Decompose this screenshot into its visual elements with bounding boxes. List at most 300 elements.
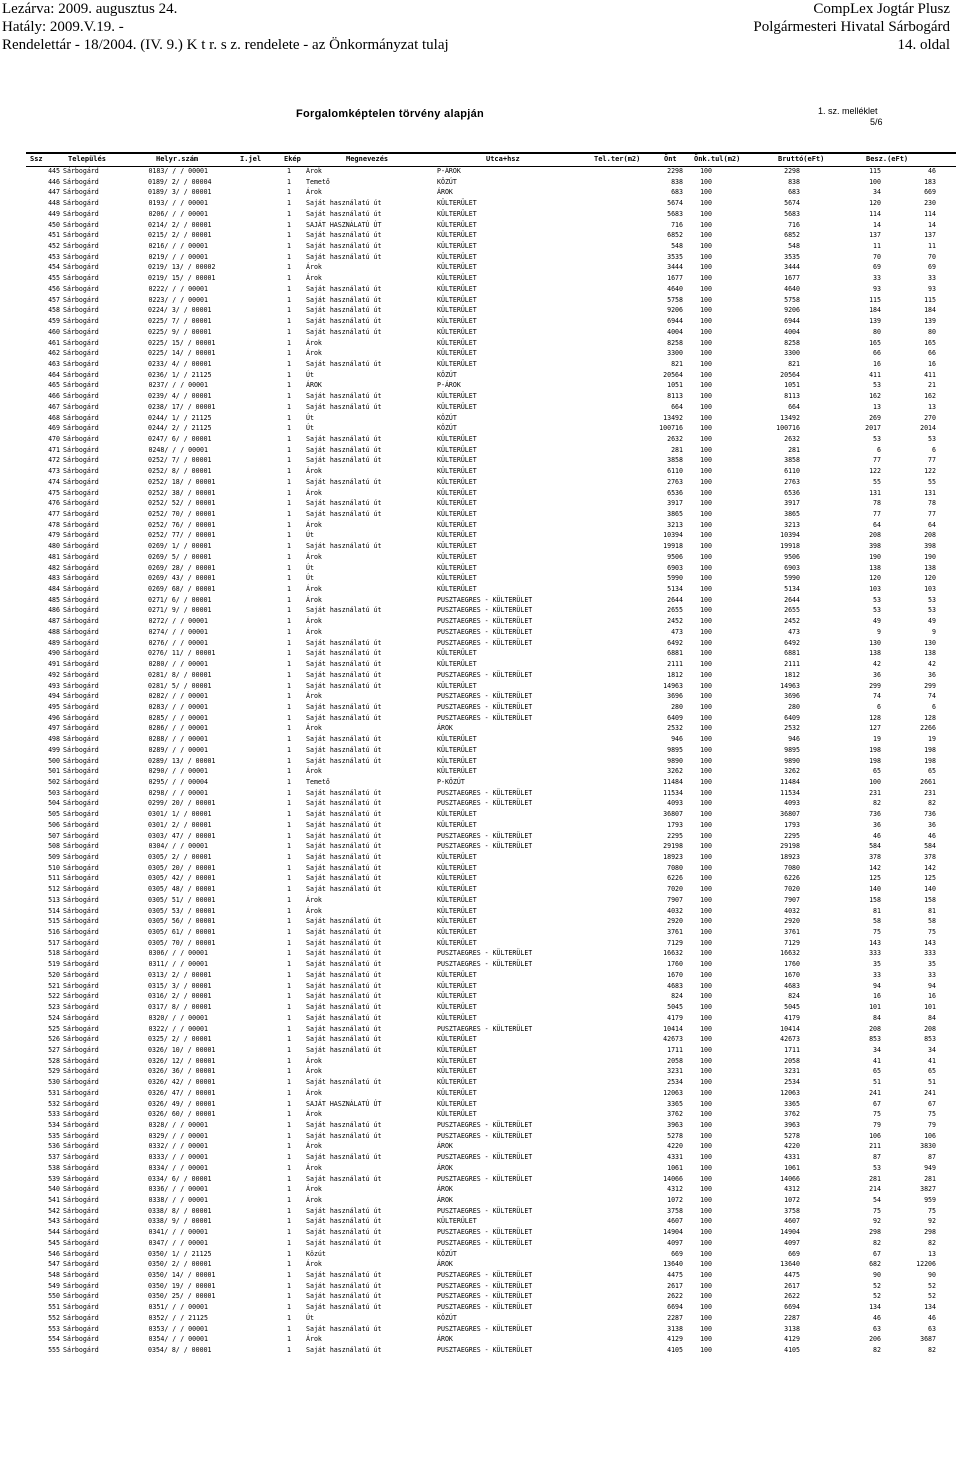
cell-utca-hsz: KÜLTERÜLET xyxy=(437,1035,477,1044)
cell-ssz: 505 xyxy=(48,810,60,819)
cell-helyrajzi-szam: 0224/ 3/ / 00001 xyxy=(148,306,212,315)
cell-brutto: 52 xyxy=(873,1281,881,1290)
cell-utca-hsz: KÜLTERÜLET xyxy=(437,895,477,904)
cell-tel-ter: 2058 xyxy=(667,1056,683,1065)
cell-ijel: 1 xyxy=(287,799,291,808)
cell-ssz: 552 xyxy=(48,1313,60,1322)
table-row xyxy=(26,1077,956,1088)
cell-telepules: Sárbogárd xyxy=(63,1131,99,1140)
table-row xyxy=(26,1034,956,1045)
cell-tel-ter: 11484 xyxy=(663,777,683,786)
cell-ijel: 1 xyxy=(287,563,291,572)
cell-ont: 100 xyxy=(700,767,712,776)
cell-besz: 75 xyxy=(928,1206,936,1215)
cell-ont: 100 xyxy=(700,627,712,636)
cell-ssz: 501 xyxy=(48,767,60,776)
cell-utca-hsz: KÜLTERÜLET xyxy=(437,445,477,454)
cell-telepules: Sárbogárd xyxy=(63,1099,99,1108)
cell-ssz: 480 xyxy=(48,542,60,551)
cell-tel-ter: 2763 xyxy=(667,477,683,486)
cell-helyrajzi-szam: 0222/ / / 00001 xyxy=(148,284,208,293)
cell-tel-ter: 281 xyxy=(671,445,683,454)
cell-helyrajzi-szam: 0350/ 19/ / 00001 xyxy=(148,1281,216,1290)
cell-besz: 53 xyxy=(928,434,936,443)
cell-besz: 584 xyxy=(924,842,936,851)
cell-besz: 270 xyxy=(924,413,936,422)
table-row xyxy=(26,1345,956,1356)
cell-brutto: 65 xyxy=(873,767,881,776)
cell-brutto: 138 xyxy=(869,649,881,658)
cell-telepules: Sárbogárd xyxy=(63,1228,99,1237)
cell-onk-tul: 11484 xyxy=(780,777,800,786)
cell-ijel: 1 xyxy=(287,327,291,336)
cell-telepules: Sárbogárd xyxy=(63,1196,99,1204)
cell-telepules: Sárbogárd xyxy=(63,434,99,443)
table-row xyxy=(26,916,956,927)
cell-onk-tul: 12063 xyxy=(780,1088,800,1097)
cell-onk-tul: 838 xyxy=(788,177,800,186)
cell-ont: 100 xyxy=(700,1217,712,1226)
cell-tel-ter: 2644 xyxy=(667,595,683,604)
cell-ont: 100 xyxy=(700,1056,712,1065)
cell-ont: 100 xyxy=(700,970,712,979)
cell-tel-ter: 2532 xyxy=(667,724,683,733)
col-ssz: Ssz xyxy=(30,155,43,163)
cell-utca-hsz: P-ÁROK xyxy=(437,381,461,390)
cell-tel-ter: 6881 xyxy=(667,649,683,658)
cell-telepules: Sárbogárd xyxy=(63,242,99,251)
cell-onk-tul: 2655 xyxy=(784,606,800,615)
cell-ssz: 479 xyxy=(48,531,60,540)
cell-ont: 100 xyxy=(700,424,712,433)
cell-onk-tul: 4312 xyxy=(784,1185,800,1194)
cell-besz: 736 xyxy=(924,810,936,819)
cell-ont: 100 xyxy=(700,585,712,594)
cell-helyrajzi-szam: 0301/ 2/ / 00001 xyxy=(148,820,212,829)
cell-besz: 198 xyxy=(924,745,936,754)
cell-brutto: 208 xyxy=(869,1024,881,1033)
cell-ont: 100 xyxy=(700,177,712,186)
cell-ssz: 466 xyxy=(48,392,60,401)
cell-telepules: Sárbogárd xyxy=(63,960,99,969)
cell-onk-tul: 14904 xyxy=(780,1228,800,1237)
cell-helyrajzi-szam: 0326/ 12/ / 00001 xyxy=(148,1056,216,1065)
cell-utca-hsz: KÖZÚT xyxy=(437,413,457,422)
cell-brutto: 411 xyxy=(869,370,881,379)
cell-utca-hsz: PUSZTAEGRES - KÜLTERÜLET xyxy=(437,1228,533,1237)
cell-ont: 100 xyxy=(700,981,712,990)
cell-ijel: 1 xyxy=(287,938,291,947)
cell-onk-tul: 1677 xyxy=(784,274,800,283)
cell-ont: 100 xyxy=(700,402,712,411)
table-row xyxy=(26,359,956,370)
cell-onk-tul: 1051 xyxy=(784,381,800,390)
cell-besz: 11 xyxy=(928,242,936,251)
cell-ijel: 1 xyxy=(287,585,291,594)
cell-utca-hsz: KÜLTERÜLET xyxy=(437,477,477,486)
cell-tel-ter: 13492 xyxy=(663,413,683,422)
table-row xyxy=(26,788,956,799)
cell-telepules: Sárbogárd xyxy=(63,660,99,669)
table-row xyxy=(26,1045,956,1056)
cell-telepules: Sárbogárd xyxy=(63,209,99,218)
cell-ijel: 1 xyxy=(287,638,291,647)
cell-utca-hsz: KÜLTERÜLET xyxy=(437,392,477,401)
table-row xyxy=(26,766,956,777)
cell-megnevezes: Saját használatú út xyxy=(306,863,382,872)
cell-ijel: 1 xyxy=(287,724,291,733)
cell-utca-hsz: ÁROK xyxy=(437,188,453,197)
cell-ijel: 1 xyxy=(287,456,291,465)
cell-tel-ter: 1711 xyxy=(667,1045,683,1054)
cell-utca-hsz: KÜLTERÜLET xyxy=(437,467,477,476)
cell-besz: 46 xyxy=(928,167,936,175)
cell-ssz: 524 xyxy=(48,1013,60,1022)
cell-tel-ter: 683 xyxy=(671,188,683,197)
cell-brutto: 139 xyxy=(869,317,881,326)
cell-helyrajzi-szam: 0288/ / / 00001 xyxy=(148,735,208,744)
cell-telepules: Sárbogárd xyxy=(63,735,99,744)
cell-onk-tul: 664 xyxy=(788,402,800,411)
cell-helyrajzi-szam: 0326/ 60/ / 00001 xyxy=(148,1110,216,1119)
cell-ssz: 516 xyxy=(48,928,60,937)
cell-ont: 100 xyxy=(700,1249,712,1258)
cell-tel-ter: 4331 xyxy=(667,1153,683,1162)
cell-telepules: Sárbogárd xyxy=(63,381,99,390)
cell-besz: 35 xyxy=(928,960,936,969)
cell-helyrajzi-szam: 0338/ / / 00001 xyxy=(148,1196,208,1204)
cell-telepules: Sárbogárd xyxy=(63,456,99,465)
cell-helyrajzi-szam: 0285/ / / 00001 xyxy=(148,713,208,722)
cell-ont: 100 xyxy=(700,917,712,926)
cell-ssz: 526 xyxy=(48,1035,60,1044)
cell-ijel: 1 xyxy=(287,1142,291,1151)
cell-brutto: 64 xyxy=(873,520,881,529)
cell-utca-hsz: KÜLTERÜLET xyxy=(437,209,477,218)
cell-besz: 3827 xyxy=(920,1185,936,1194)
cell-ijel: 1 xyxy=(287,252,291,261)
cell-besz: 143 xyxy=(924,938,936,947)
cell-brutto: 11 xyxy=(873,242,881,251)
cell-brutto: 81 xyxy=(873,906,881,915)
cell-ijel: 1 xyxy=(287,413,291,422)
cell-ssz: 538 xyxy=(48,1163,60,1172)
table-row xyxy=(26,1291,956,1302)
cell-utca-hsz: PUSZTAEGRES - KÜLTERÜLET xyxy=(437,1206,533,1215)
cell-onk-tul: 6881 xyxy=(784,649,800,658)
cell-helyrajzi-szam: 0281/ 5/ / 00001 xyxy=(148,681,212,690)
cell-telepules: Sárbogárd xyxy=(63,1335,99,1344)
cell-megnevezes: Árok xyxy=(306,585,322,594)
cell-besz: 853 xyxy=(924,1035,936,1044)
cell-besz: 134 xyxy=(924,1303,936,1312)
cell-besz: 33 xyxy=(928,274,936,283)
cell-besz: 959 xyxy=(924,1196,936,1204)
cell-ont: 100 xyxy=(700,295,712,304)
cell-tel-ter: 821 xyxy=(671,359,683,368)
cell-helyrajzi-szam: 0350/ 14/ / 00001 xyxy=(148,1271,216,1280)
cell-helyrajzi-szam: 0247/ 6/ / 00001 xyxy=(148,434,212,443)
cell-helyrajzi-szam: 0233/ 4/ / 00001 xyxy=(148,359,212,368)
cell-ont: 100 xyxy=(700,853,712,861)
cell-utca-hsz: ÁROK xyxy=(437,1196,453,1204)
cell-ssz: 453 xyxy=(48,252,60,261)
table-row xyxy=(26,541,956,552)
cell-helyrajzi-szam: 0282/ / / 00001 xyxy=(148,692,208,701)
cell-onk-tul: 6492 xyxy=(784,638,800,647)
cell-ijel: 1 xyxy=(287,595,291,604)
cell-ijel: 1 xyxy=(287,670,291,679)
cell-ssz: 459 xyxy=(48,317,60,326)
cell-telepules: Sárbogárd xyxy=(63,670,99,679)
cell-telepules: Sárbogárd xyxy=(63,799,99,808)
cell-ijel: 1 xyxy=(287,1281,291,1290)
cell-helyrajzi-szam: 0271/ 6/ / 00001 xyxy=(148,595,212,604)
cell-megnevezes: Saját használatú út xyxy=(306,1045,382,1054)
cell-ijel: 1 xyxy=(287,510,291,518)
cell-tel-ter: 2452 xyxy=(667,617,683,626)
cell-utca-hsz: PUSZTAEGRES - KÜLTERÜLET xyxy=(437,1174,533,1183)
table-row xyxy=(26,391,956,402)
cell-ijel: 1 xyxy=(287,542,291,551)
cell-onk-tul: 4475 xyxy=(784,1271,800,1280)
cell-brutto: 53 xyxy=(873,606,881,615)
cell-onk-tul: 7129 xyxy=(784,938,800,947)
cell-ijel: 1 xyxy=(287,681,291,690)
cell-telepules: Sárbogárd xyxy=(63,745,99,754)
cell-besz: 94 xyxy=(928,981,936,990)
cell-ont: 100 xyxy=(700,810,712,819)
cell-ijel: 1 xyxy=(287,756,291,765)
cell-brutto: 165 xyxy=(869,338,881,347)
cell-brutto: 87 xyxy=(873,1153,881,1162)
cell-ssz: 518 xyxy=(48,949,60,958)
cell-megnevezes: Saját használatú út xyxy=(306,928,382,937)
cell-onk-tul: 4004 xyxy=(784,327,800,336)
cell-helyrajzi-szam: 0223/ / / 00001 xyxy=(148,295,208,304)
cell-ijel: 1 xyxy=(287,949,291,958)
cell-tel-ter: 4179 xyxy=(667,1013,683,1022)
cell-brutto: 208 xyxy=(869,531,881,540)
cell-telepules: Sárbogárd xyxy=(63,499,99,508)
cell-ont: 100 xyxy=(700,467,712,476)
cell-ont: 100 xyxy=(700,1324,712,1333)
cell-tel-ter: 6903 xyxy=(667,563,683,572)
cell-ont: 100 xyxy=(700,284,712,293)
cell-besz: 33 xyxy=(928,970,936,979)
cell-telepules: Sárbogárd xyxy=(63,831,99,840)
cell-ijel: 1 xyxy=(287,199,291,208)
table-row xyxy=(26,509,956,520)
cell-helyrajzi-szam: 0189/ 3/ / 00001 xyxy=(148,188,212,197)
cell-ont: 100 xyxy=(700,574,712,583)
cell-tel-ter: 20564 xyxy=(663,370,683,379)
table-row xyxy=(26,230,956,241)
cell-telepules: Sárbogárd xyxy=(63,895,99,904)
table-row xyxy=(26,938,956,949)
cell-helyrajzi-szam: 0189/ 2/ / 00004 xyxy=(148,177,212,186)
cell-ont: 100 xyxy=(700,370,712,379)
table-row xyxy=(26,595,956,606)
cell-ijel: 1 xyxy=(287,531,291,540)
cell-besz: 36 xyxy=(928,820,936,829)
cell-megnevezes: Árok xyxy=(306,767,322,776)
cell-tel-ter: 3963 xyxy=(667,1120,683,1129)
cell-brutto: 16 xyxy=(873,992,881,1001)
cell-tel-ter: 10414 xyxy=(663,1024,683,1033)
cell-onk-tul: 6536 xyxy=(784,488,800,497)
cell-brutto: 84 xyxy=(873,1013,881,1022)
cell-ssz: 448 xyxy=(48,199,60,208)
effective-date: Hatály: 2009.V.19. - xyxy=(2,19,124,35)
table-row xyxy=(26,1324,956,1335)
cell-ijel: 1 xyxy=(287,424,291,433)
cell-brutto: 736 xyxy=(869,810,881,819)
table-row xyxy=(26,1195,956,1206)
cell-megnevezes: Saját használatú út xyxy=(306,681,382,690)
cell-brutto: 36 xyxy=(873,670,881,679)
cell-ont: 100 xyxy=(700,820,712,829)
cell-brutto: 140 xyxy=(869,885,881,894)
cell-telepules: Sárbogárd xyxy=(63,467,99,476)
cell-utca-hsz: KÜLTERÜLET xyxy=(437,981,477,990)
cell-onk-tul: 3213 xyxy=(784,520,800,529)
cell-ssz: 511 xyxy=(48,874,60,883)
cell-ssz: 522 xyxy=(48,992,60,1001)
col-besz: Besz.(eFt) xyxy=(866,155,909,163)
cell-onk-tul: 3917 xyxy=(784,499,800,508)
cell-utca-hsz: KÜLTERÜLET xyxy=(437,745,477,754)
cell-telepules: Sárbogárd xyxy=(63,574,99,583)
cell-ont: 100 xyxy=(700,1045,712,1054)
cell-utca-hsz: KÜLTERÜLET xyxy=(437,767,477,776)
cell-onk-tul: 4331 xyxy=(784,1153,800,1162)
cell-brutto: 100 xyxy=(869,777,881,786)
cell-helyrajzi-szam: 0305/ 61/ / 00001 xyxy=(148,928,216,937)
cell-utca-hsz: ÁROK xyxy=(437,1260,453,1269)
cell-ijel: 1 xyxy=(287,231,291,240)
cell-telepules: Sárbogárd xyxy=(63,1142,99,1151)
table-row xyxy=(26,798,956,809)
table-row xyxy=(26,177,956,188)
cell-tel-ter: 1061 xyxy=(667,1163,683,1172)
cell-utca-hsz: PUSZTAEGRES - KÜLTERÜLET xyxy=(437,692,533,701)
cell-ijel: 1 xyxy=(287,445,291,454)
cell-telepules: Sárbogárd xyxy=(63,981,99,990)
cell-helyrajzi-szam: 0183/ / / 00001 xyxy=(148,167,208,175)
cell-tel-ter: 1677 xyxy=(667,274,683,283)
cell-ijel: 1 xyxy=(287,1078,291,1087)
cell-ijel: 1 xyxy=(287,295,291,304)
cell-tel-ter: 548 xyxy=(671,242,683,251)
cell-tel-ter: 716 xyxy=(671,220,683,229)
table-row xyxy=(26,852,956,863)
cell-onk-tul: 1760 xyxy=(784,960,800,969)
cell-tel-ter: 280 xyxy=(671,702,683,711)
cell-telepules: Sárbogárd xyxy=(63,392,99,401)
cell-brutto: 75 xyxy=(873,1206,881,1215)
cell-megnevezes: Saját használatú út xyxy=(306,199,382,208)
table-row xyxy=(26,284,956,295)
cell-besz: 949 xyxy=(924,1163,936,1172)
cell-ssz: 457 xyxy=(48,295,60,304)
annex-page: 5/6 xyxy=(870,117,883,127)
cell-tel-ter: 3535 xyxy=(667,252,683,261)
table-row xyxy=(26,648,956,659)
cell-telepules: Sárbogárd xyxy=(63,370,99,379)
cell-utca-hsz: PUSZTAEGRES - KÜLTERÜLET xyxy=(437,1271,533,1280)
cell-megnevezes: Saját használatú út xyxy=(306,1303,382,1312)
cell-utca-hsz: KÜLTERÜLET xyxy=(437,874,477,883)
cell-helyrajzi-szam: 0248/ / / 00001 xyxy=(148,445,208,454)
cell-ont: 100 xyxy=(700,563,712,572)
cell-ijel: 1 xyxy=(287,970,291,979)
table-row xyxy=(26,295,956,306)
cell-ijel: 1 xyxy=(287,767,291,776)
cell-megnevezes: Saját használatú út xyxy=(306,649,382,658)
cell-brutto: 52 xyxy=(873,1292,881,1301)
cell-megnevezes: Saját használatú út xyxy=(306,831,382,840)
cell-brutto: 128 xyxy=(869,713,881,722)
cell-megnevezes: Árok xyxy=(306,595,322,604)
cell-ijel: 1 xyxy=(287,188,291,197)
cell-besz: 64 xyxy=(928,520,936,529)
cell-ont: 100 xyxy=(700,381,712,390)
cell-helyrajzi-szam: 0326/ 10/ / 00001 xyxy=(148,1045,216,1054)
cell-tel-ter: 14904 xyxy=(663,1228,683,1237)
cell-utca-hsz: KÜLTERÜLET xyxy=(437,563,477,572)
cell-onk-tul: 821 xyxy=(788,359,800,368)
cell-tel-ter: 669 xyxy=(671,1249,683,1258)
cell-brutto: 34 xyxy=(873,1045,881,1054)
cell-ssz: 517 xyxy=(48,938,60,947)
cell-brutto: 143 xyxy=(869,938,881,947)
cell-tel-ter: 2632 xyxy=(667,434,683,443)
cell-tel-ter: 3138 xyxy=(667,1324,683,1333)
cell-ijel: 1 xyxy=(287,928,291,937)
cell-ijel: 1 xyxy=(287,488,291,497)
cell-besz: 12206 xyxy=(916,1260,936,1269)
cell-ijel: 1 xyxy=(287,842,291,851)
cell-telepules: Sárbogárd xyxy=(63,1003,99,1012)
table-row xyxy=(26,1099,956,1110)
cell-brutto: 9 xyxy=(877,627,881,636)
cell-ont: 100 xyxy=(700,456,712,465)
cell-tel-ter: 4032 xyxy=(667,906,683,915)
cell-ont: 100 xyxy=(700,327,712,336)
table-row xyxy=(26,809,956,820)
cell-besz: 115 xyxy=(924,295,936,304)
cell-helyrajzi-szam: 0276/ 11/ / 00001 xyxy=(148,649,216,658)
cell-ssz: 509 xyxy=(48,853,60,861)
cell-utca-hsz: KÜLTERÜLET xyxy=(437,274,477,283)
cell-telepules: Sárbogárd xyxy=(63,606,99,615)
cell-onk-tul: 1072 xyxy=(784,1196,800,1204)
cell-ont: 100 xyxy=(700,1120,712,1129)
cell-besz: 142 xyxy=(924,863,936,872)
cell-besz: 411 xyxy=(924,370,936,379)
table-row xyxy=(26,209,956,220)
cell-ssz: 535 xyxy=(48,1131,60,1140)
cell-brutto: 77 xyxy=(873,456,881,465)
cell-onk-tul: 4640 xyxy=(784,284,800,293)
cell-utca-hsz: P-ÁROK xyxy=(437,167,461,175)
cell-ijel: 1 xyxy=(287,263,291,272)
cell-utca-hsz: PUSZTAEGRES - KÜLTERÜLET xyxy=(437,1131,533,1140)
cell-ssz: 541 xyxy=(48,1196,60,1204)
cell-helyrajzi-szam: 0252/ 18/ / 00001 xyxy=(148,477,216,486)
cell-ijel: 1 xyxy=(287,1163,291,1172)
